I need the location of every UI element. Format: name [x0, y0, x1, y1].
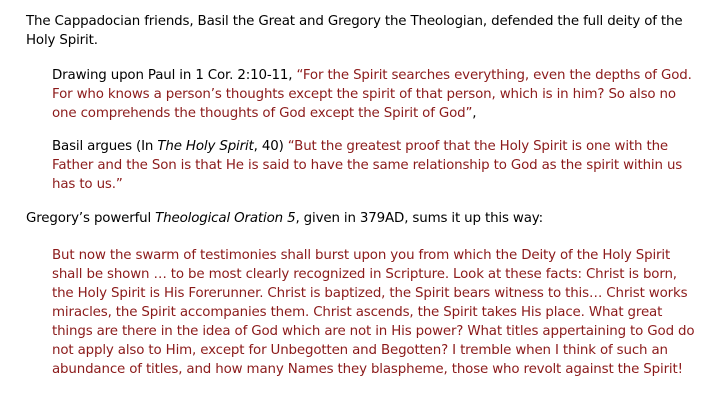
paul-quote-text: “For the Spirit searches everything, even the depths of God. For who knows a person’s thoughts except the spirit of that person, which is in him? So also no one comprehends the thoughts of God except the Spirit of God” [52, 68, 692, 121]
gregory-lead-text: Gregory’s powerful [26, 211, 156, 226]
oration-quote-paragraph: But now the swarm of testimonies shall burst upon you from which the Deity of the Holy Spirit shall be shown … to be most clearly recognized in Scripture. Look at these facts: Christ is born, the Holy Spirit is His Forerunner. Christ is baptized, the Spirit bears witness to this… Christ works miracles, the Spirit accompanies them. Christ ascends, the Spirit takes His place. What great things are there in the idea of God which are not in His power? What titles appertaining to God do not apply also to Him, except for Unbegotten and Begotten? I tremble when I think of such an abundance of titles, and how many Names they blaspheme, those who revolt against the Spirit! [52, 248, 695, 377]
gregory-intro-paragraph [26, 209, 706, 228]
paul-trail-text: , [472, 106, 477, 121]
basil-citation-paragraph [52, 137, 692, 194]
intro-paragraph: The Cappadocian friends, Basil the Great and Gregory the Theologian, defended the full deity of the Holy Spirit. [26, 14, 683, 48]
gregory-work-title: Theological Oration 5 [155, 211, 296, 226]
gregory-trail-text: , given in 379AD, sums it up this way: [295, 211, 543, 226]
paul-citation-paragraph [52, 66, 692, 123]
basil-quote-text: “But the greatest proof that the Holy Spirit is one with the Father and the Son is that He is said to have the same relationship to God as the spirit within us has to us.” [52, 139, 683, 192]
paul-lead-text: Drawing upon Paul in 1 Cor. 2:10-11, [52, 68, 297, 83]
basil-cite-text: , 40) [253, 139, 288, 154]
basil-lead-text: Basil argues (In [52, 139, 158, 154]
basil-work-title: The Holy Spirit [157, 139, 254, 154]
